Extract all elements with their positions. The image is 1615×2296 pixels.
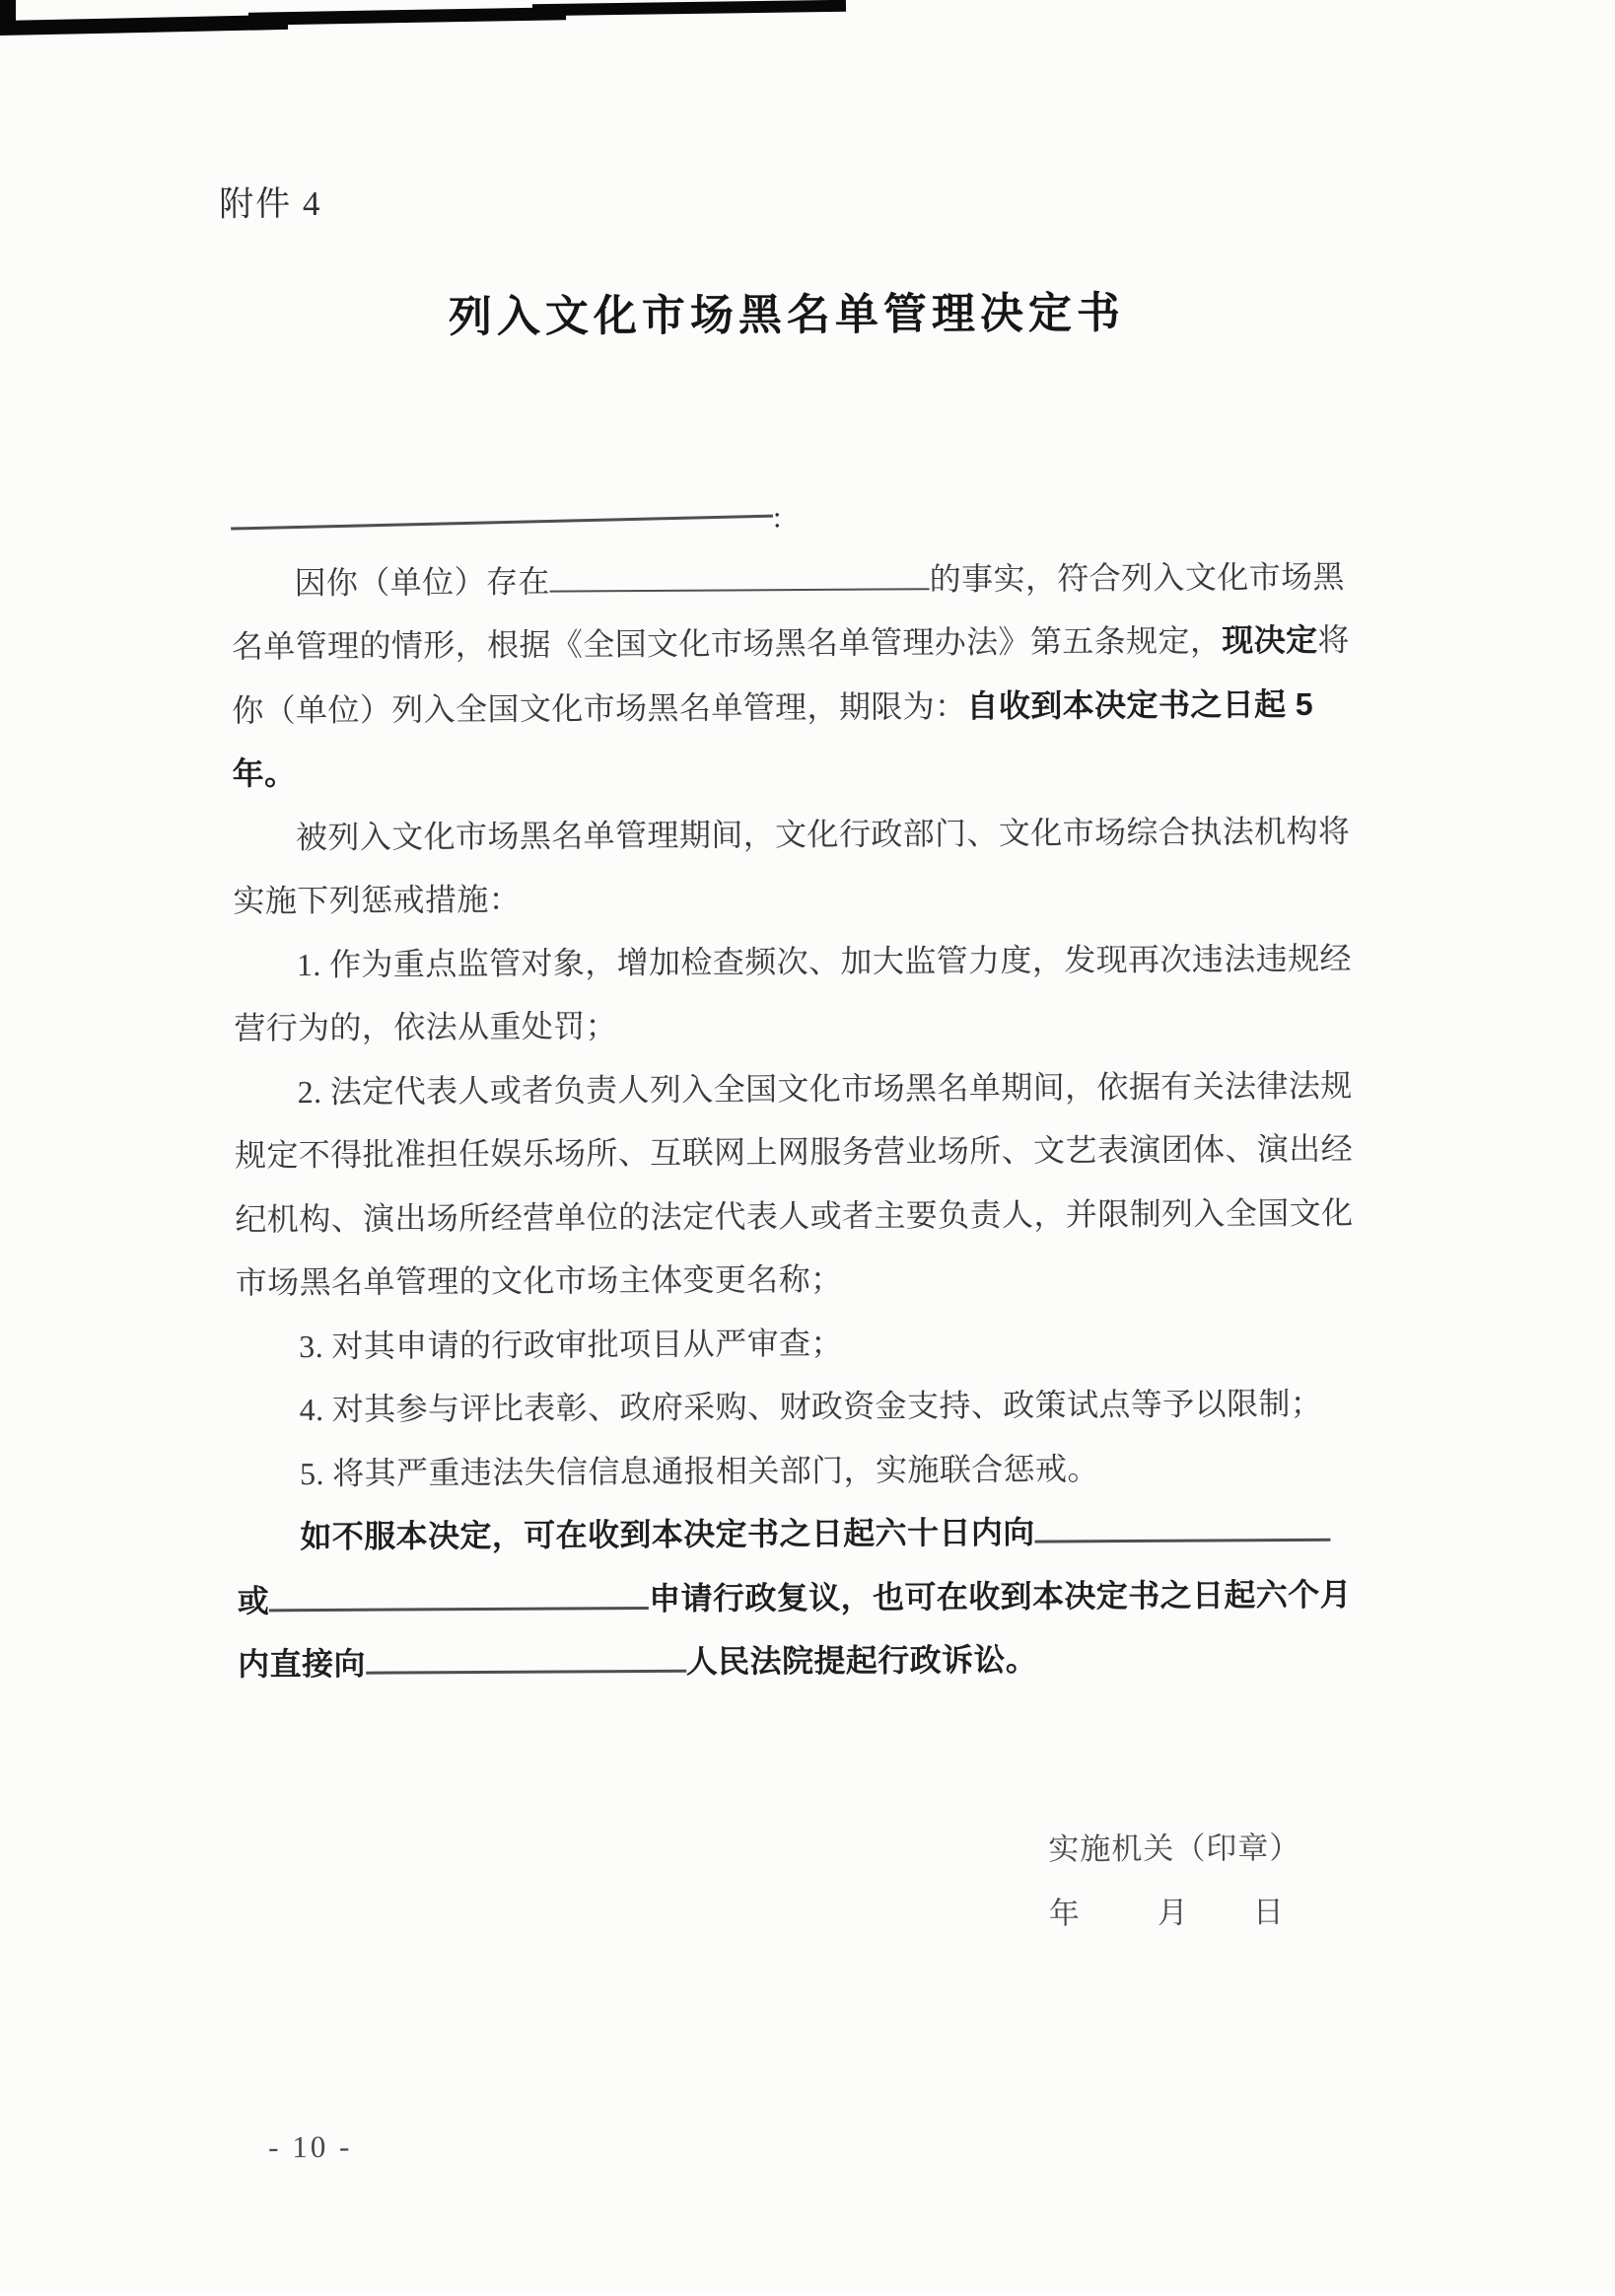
text-run: 营行为的，依法从重处罚； xyxy=(234,1008,618,1046)
text-run: 1. 作为重点监管对象，增加检查频次、加大监管力度，发现再次违法违规经 xyxy=(296,940,1352,982)
text-run: 你（单位）列入全国文化市场黑名单管理，期限为： xyxy=(232,687,967,729)
body-line xyxy=(232,736,1352,806)
list-item-line xyxy=(236,1308,1356,1378)
text-run: 纪机构、演出场所经营单位的法定代表人或者主要负责人，并限制列入全国文化 xyxy=(235,1194,1354,1238)
signature-block xyxy=(1048,1817,1301,1946)
text-run-bold: 现决定 xyxy=(1222,621,1318,659)
text-run: 3. 对其申请的行政审批项目从严审查； xyxy=(299,1325,843,1364)
text-run-bold: 自收到本决定书之日起 5 xyxy=(966,685,1314,724)
appeal-line xyxy=(238,1562,1358,1632)
text-run-bold: 或 xyxy=(237,1582,270,1619)
text-run: 市场黑名单管理的文化市场主体变更名称； xyxy=(235,1260,843,1301)
text-run: 因你（单位）存在 xyxy=(294,563,550,601)
appeal-line xyxy=(238,1626,1358,1696)
body-line xyxy=(233,799,1353,869)
list-item-line xyxy=(234,990,1354,1060)
document-body xyxy=(231,481,1358,1696)
signature-agency: 实施机关（印章） xyxy=(1048,1830,1301,1867)
text-run: 将 xyxy=(1317,621,1351,658)
date-month-label: 月 xyxy=(1157,1895,1189,1930)
attachment-label: 附件 4 xyxy=(219,183,322,224)
list-item-line xyxy=(236,1372,1356,1442)
body-line xyxy=(232,672,1352,742)
date-year-label: 年 xyxy=(1048,1895,1081,1931)
signature-date xyxy=(1049,1880,1301,1945)
salutation-colon: : xyxy=(773,501,782,535)
text-run-bold: 申请行政复议，也可在收到本决定书之日起六个月 xyxy=(649,1576,1353,1616)
addressee-blank-field xyxy=(230,485,773,531)
document-title: 列入文化市场黑名单管理决定书 xyxy=(448,289,1126,342)
text-run: 规定不得批准担任娱乐场所、互联网上网服务营业场所、文艺表演团体、演出经 xyxy=(234,1130,1354,1174)
review-authority-blank-field xyxy=(1034,1509,1330,1543)
facts-blank-field xyxy=(550,558,930,592)
appeal-line xyxy=(237,1499,1357,1569)
alternative-authority-blank-field xyxy=(269,1576,649,1611)
body-line xyxy=(232,609,1352,679)
list-item-line xyxy=(235,1181,1355,1251)
court-blank-field xyxy=(366,1640,686,1675)
date-day-label: 日 xyxy=(1252,1894,1285,1929)
text-run: 4. 对其参与评比表彰、政府采购、财政资金支持、政策试点等予以限制； xyxy=(299,1385,1323,1428)
list-item-line xyxy=(234,926,1354,996)
salutation-line xyxy=(231,481,1351,551)
text-run: 名单管理的情形，根据《全国文化市场黑名单管理办法》第五条规定， xyxy=(231,622,1223,665)
text-run-bold: 人民法院提起行政诉讼。 xyxy=(685,1641,1038,1680)
text-run: 被列入文化市场黑名单管理期间，文化行政部门、文化市场综合执法机构将 xyxy=(295,813,1351,855)
text-run-bold: 年。 xyxy=(232,755,297,792)
text-run-bold: 如不服本决定，可在收到本决定书之日起六十日内向 xyxy=(300,1514,1035,1555)
text-run: 2. 法定代表人或者负责人列入全国文化市场黑名单期间，依据有关法律法规 xyxy=(297,1067,1353,1110)
list-item-line xyxy=(237,1435,1357,1505)
text-run-bold: 内直接向 xyxy=(238,1645,366,1683)
body-line xyxy=(231,544,1351,614)
text-run: 实施下列惩戒措施： xyxy=(233,881,522,919)
list-item-line xyxy=(236,1245,1356,1315)
list-item-line xyxy=(235,1117,1355,1187)
list-item-line xyxy=(234,1053,1354,1123)
text-run: 的事实，符合列入文化市场黑 xyxy=(929,558,1345,597)
text-run: 5. 将其严重违法失信信息通报相关部门，实施联合惩戒。 xyxy=(299,1450,1099,1491)
body-line xyxy=(233,863,1353,933)
page-number: - 10 - xyxy=(268,2128,353,2165)
